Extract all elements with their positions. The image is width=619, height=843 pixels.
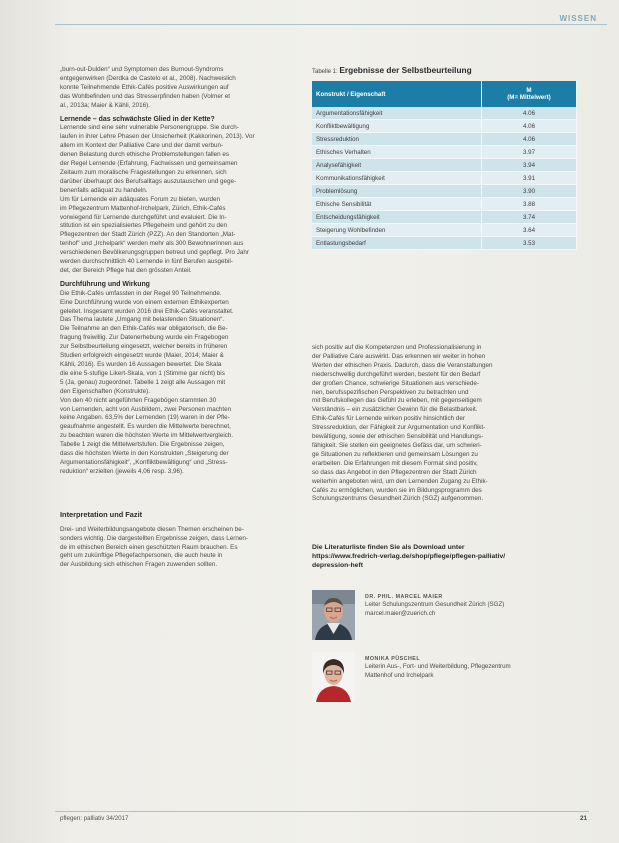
row-label: Analysefähigkeit (312, 159, 482, 172)
row-value: 3.97 (482, 146, 577, 159)
text-line: konnte Teilnehmende Ethik-Cafés positive Auswirkungen auf (60, 83, 229, 91)
text-line: reduktion“ erzielten (jeweils 4,06 resp. 3,96). (60, 467, 184, 475)
text-line: so dass das Angebot in den Pflegezentren der Stadt Zürich (312, 468, 477, 476)
text-line: die eine 5-stufige Likert-Skala, von 1 (Stimme gar nicht) bis (60, 369, 225, 377)
text-line: keine Angaben. 63,5% der Lernenden (19) waren in der Pfle- (60, 414, 230, 422)
row-value: 3.88 (482, 198, 577, 211)
table-header-mean-sub: (M= Mittelwert) (507, 94, 551, 101)
row-value: 3.64 (482, 224, 577, 237)
text-line: Argumentationsfähigkeit“, „Konfliktbewältigung“ und „Stress- (60, 458, 228, 466)
section-body (60, 124, 303, 275)
download-text: Die Literaturliste finden Sie als Download unter (312, 544, 465, 551)
text-line: det, der Bereich Pflege hat den grössten Anteil. (60, 266, 192, 274)
section-body (60, 290, 303, 477)
top-rule (55, 24, 607, 25)
footer-rule (55, 811, 589, 812)
table-row (312, 211, 577, 224)
text-line: entgegenwirken (Derdka de Castelo et al., 2008). Nachweislich (60, 74, 236, 82)
text-line: Ethik-Cafés für Lernende wirken positiv hinsichtlich der (312, 415, 465, 423)
table-row (312, 224, 577, 237)
text-line: Die Teilnahme an den Ethik-Cafés war obligatorisch, die Be- (60, 325, 228, 333)
text-line: denen Belastung durch ethische Problemstellungen fallen es (60, 151, 230, 159)
table-row (312, 185, 577, 198)
text-line: dass die höchsten Werte in den Konstrukten „Steigerung der (60, 450, 229, 458)
table-row (312, 159, 577, 172)
text-line: geaufnahme angestellt. Es wurden die Mittelwerte berechnet, (60, 423, 231, 431)
author-name: MONIKA PÜSCHEL (365, 656, 421, 662)
paragraph (312, 415, 580, 504)
row-label: Entscheidungsfähigkeit (312, 211, 482, 224)
row-value: 3.90 (482, 185, 577, 198)
text-line: ge Situationen zu reflektieren und gemeinsam Lösungen zu (312, 450, 478, 458)
row-value: 3.74 (482, 211, 577, 224)
text-line: das Wohlbefinden und das Stresserpfinden haben (Volmer et (60, 92, 231, 100)
row-label: Problemlösung (312, 185, 482, 198)
table-header-row (312, 81, 577, 107)
table-row (312, 107, 577, 120)
row-value: 3.53 (482, 237, 577, 250)
row-label: Argumentationsfähigkeit (312, 107, 482, 120)
text-line: Die Ethik-Cafés umfassten in der Regel 90 Teilnehmende. (60, 289, 222, 297)
download-link[interactable]: https://www.fredrich-verlag.de/shop/pflege/pflegen-palliativ/ (312, 553, 506, 560)
row-label: Kommunikationsfähigkeit (312, 172, 482, 185)
results-table (312, 81, 577, 250)
text-line: Kähli, 2016). Es wurden 16 Aussagen bewertet. Die Skala (60, 361, 222, 368)
text-line: weiterhin angeboten wird, um den Lernenden Zugang zu Ethik- (312, 477, 488, 485)
text-line: der Regel Lernende (Erfahrung, Fachwissen und gemeinsamen (60, 160, 238, 168)
download-link-continued[interactable]: depression-heft (312, 562, 363, 569)
text-line: Um für Lernende ein adäquates Forum zu bieten, wurden (60, 195, 220, 203)
text-line: laufen in ihrer Lehre Phasen der Unsicherheit (Kakkorinen, 2013). Vor (60, 133, 255, 141)
text-line: sonders wichtig. Die dargestellten Ergebnisse zeigen, dass Lernen- (60, 534, 248, 542)
author-card (312, 590, 574, 642)
section-heading: Interpretation und Fazit (60, 509, 143, 519)
text-line: Stressreduktion, der Fähigkeit zur Argumentation und Konflikt- (312, 424, 486, 432)
text-line: erarbeiten. Die Erfahrungen mit diesem Format sind positiv, (312, 459, 478, 467)
author-portrait-image (312, 590, 355, 640)
paragraph (312, 344, 580, 415)
author-role-continued: Mattenhof und Irchelpark (365, 671, 434, 679)
row-value: 4.06 (482, 107, 577, 120)
text-line: Lernende sind eine sehr vulnerable Personengruppe. Sie durch- (60, 124, 239, 132)
text-line: von Lernenden, acht von Ausbildern, zwei Personen machten (60, 405, 232, 413)
table-caption-title: Ergebnisse der Selbstbeurteilung (339, 65, 472, 75)
row-label: Ethisches Verhalten (312, 146, 482, 159)
author-email[interactable]: marcel.maier@zuerich.ch (365, 609, 436, 617)
text-line: Von den 40 nicht angeführten Fragebögen stammten 30 (60, 396, 217, 404)
row-value: 4.06 (482, 133, 577, 146)
text-line: Drei- und Weiterbildungsangebote diesen Themen erscheinen be- (60, 525, 244, 533)
row-value: 3.94 (482, 159, 577, 172)
author-role: Leiter Schulungszentrum Gesundheit Zürich (SGZ) (365, 601, 505, 609)
publication-name: pflegen: palliativ 34/2017 (60, 815, 129, 822)
text-line: der Palliative Care auswirkt. Das erkennen wir weiter in hohen (312, 352, 486, 360)
row-label: Ethische Sensibilität (312, 198, 482, 211)
text-line: geht um zukünftige Pflegefachpersonen, die auch heute in (60, 552, 223, 560)
row-value: 4.06 (482, 120, 577, 133)
text-line: zu beachten waren die höchsten Werte im Mittelwertvergleich. (60, 432, 234, 440)
text-line: Tabelle 1 zeigt die Mittelwertstufen. Die Ergebnisse zeigen, (60, 441, 225, 449)
text-line: 5 (Ja, genau) zugeordnet. Tabelle 1 zeigt alle Aussagen mit (60, 378, 226, 386)
page-number: 21 (579, 815, 587, 822)
table-row (312, 237, 577, 250)
text-line: vorwiegend für Lernende durchgeführt und evaluiert. Die In- (60, 213, 227, 221)
text-line: zur Selbstbeurteilung eingesetzt, welcher bereits in früheren (60, 343, 228, 351)
column-gap (60, 477, 303, 511)
table-row (312, 146, 577, 159)
left-column (60, 66, 303, 570)
text-line: stitution ist ein spezialisiertes Pflegeheim und gehört zu den (60, 222, 227, 230)
text-line: Schulungszentrums Gesundheit Zürich (SGZ) aufgenommen. (312, 495, 484, 503)
text-line: mit Berufskollegen das Gefühl zu erleben, mit gegenseitigem (312, 397, 482, 405)
author-photo (312, 590, 355, 640)
text-line: Zeitaum zum moralische Fragestellungen zu erkennen, sich (60, 168, 227, 176)
author-name: DR. PHIL. MARCEL MAIER (365, 594, 443, 600)
author-info (365, 655, 565, 680)
text-line: geleitet. Insgesamt wurden 2016 drei Ethik-Cafés veranstaltet. (60, 307, 234, 315)
text-line: Verständnis – ein zusätzlicher Gewinn für die Belastbarkeit. (312, 406, 478, 414)
row-value: 3.91 (482, 172, 577, 185)
text-line: tenhof“ und „Irchelpark“ werden mehr als 300 Bewohnerinnen aus (60, 240, 244, 248)
text-line: de im ethischen Bereich einen geschützten Raum brauchen. Es (60, 543, 238, 551)
text-line: Werten der ethischen Praxis. Dadurch, dass die Veranstaltungen (312, 361, 493, 369)
row-label: Stressreduktion (312, 133, 482, 146)
text-line: Eine Durchführung wurde von einem externen Ethikexperten (60, 298, 229, 306)
text-line: al., 2013a; Maier & Kähli, 2016). (60, 101, 150, 109)
table-caption (312, 65, 472, 75)
text-line: darüber überhaupt des Berufsalltags auszutauschen und gege- (60, 177, 237, 185)
table-header-mean-label: M (526, 87, 532, 94)
table-row (312, 198, 577, 211)
author-role: Leiterin Aus-, Fort- und Weiterbildung, Pflegezentrum (365, 663, 511, 671)
row-label: Entlastungsbedarf (312, 237, 482, 250)
text-line: nen, berufsspezifischen Perspektiven zu betrachten und (312, 388, 469, 396)
text-line: Cafés zu ermöglichen, wurden sie im Bildungsprogramm des (312, 486, 482, 494)
text-line: der großen Chance, schwierige Situationen aus verschiede- (312, 379, 479, 387)
row-label: Konfliktbewältigung (312, 120, 482, 133)
section-body (60, 526, 303, 571)
author-portrait-image (312, 652, 355, 702)
text-line: niederschwellig durchgeführt werden, besteht für den Bedarf (312, 370, 481, 378)
text-line: der Ausbildung sich ethischen Fragen zuwenden sollten. (60, 561, 218, 569)
section-heading: Lernende – das schwächste Glied in der Kette? (60, 115, 215, 123)
text-line: werden durchschnittlich 40 Lernende in fünf Berufen ausgebil- (60, 258, 233, 266)
author-info (365, 593, 565, 618)
text-line: bewältigung, sowie der ethischen Sensibilität und Handlungs- (312, 433, 484, 441)
right-column (312, 344, 580, 504)
table-row (312, 133, 577, 146)
table-header-mean (482, 81, 577, 107)
text-line: Das Thema lautete „Umgang mit belastenden Situationen“. (60, 316, 225, 324)
text-line: im Pflegezentrum Mattenhof-Irchelpark, Zürich, Ethik-Cafés (60, 204, 226, 212)
text-line: fähigkeit. Sie stellen ein geeignetes Gefäss dar, um schwieri- (312, 441, 482, 449)
text-line: sich positiv auf die Kompetenzen und Professionalisierung in (312, 344, 482, 351)
author-photo (312, 652, 355, 702)
table-row (312, 172, 577, 185)
table-caption-prefix: Tabelle 1: (312, 69, 338, 75)
text-line: allem im Kontext der Palliative Care und der damit verbun- (60, 142, 224, 150)
text-line: Studien erfolgreich eingesetzt wurde (Maier, 2014; Maier & (60, 352, 224, 360)
text-line: verschiedenen Bevölkerungsgruppen betreut und gepflegt. Pro Jahr (60, 249, 250, 257)
download-note (312, 543, 574, 570)
intro-paragraph (60, 66, 303, 111)
text-line: fragung freiwillig. Zur Datenerhebung wurde ein Fragebogen (60, 334, 229, 342)
text-line: Pflegezentren der Stadt Zürich (PZZ). An den Standorten „Mat- (60, 231, 236, 239)
section-heading: Durchführung und Wirkung (60, 280, 150, 288)
section-label: WISSEN (559, 14, 597, 23)
author-card (312, 652, 574, 704)
text-line: den Eigenschaften (Konstrukte). (60, 387, 150, 395)
table-row (312, 120, 577, 133)
table-header-construct: Konstrukt / Eigenschaft (312, 81, 482, 107)
text-line: „burn-out-Dulden“ und Symptomen des Burnout-Syndroms (60, 66, 224, 73)
row-label: Steigerung Wohlbefinden (312, 224, 482, 237)
text-line: benenfalls adäquat zu handeln. (60, 186, 148, 194)
